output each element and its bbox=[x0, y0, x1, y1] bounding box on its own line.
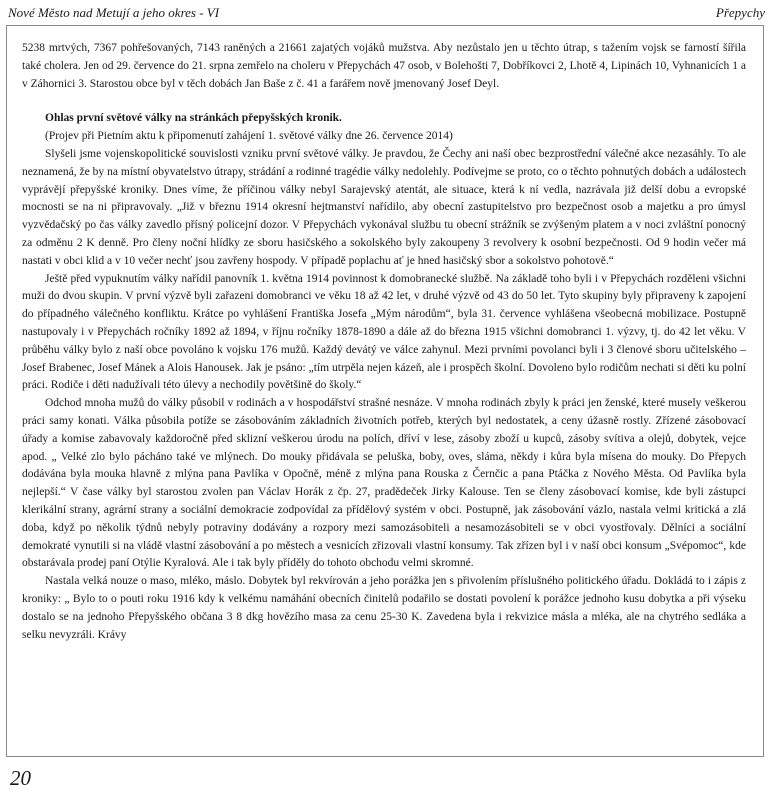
chapter-title: Přepychy bbox=[715, 5, 765, 20]
running-header bbox=[8, 5, 765, 25]
intro-paragraph: 5238 mrtvých, 7367 pohřešovaných, 7143 raněných a 21661 zajatých vojáků mužstva. Aby nezůstalo jen u těchto útrap, s tažením vojsk se farností šířila také cholera. Jen od 29. července do 21. srpna zemřelo na choleru v Přepychách 47 osob, v Bolehošti 7, Dobříkovci 2, Lhotě 4, Lipinách 10, Vyhnanicích 1 a v Záhornici 3. Starostou obce byl v těch dobách Jan Baše z č. 41 a farářem nově jmenovaný Josef Deyl. bbox=[22, 42, 746, 90]
paragraph-3: Odchod mnoha mužů do války působil v rodinách a v hospodářství strašné nesnáze. V mnoha rodinách zbyly k práci jen ženské, které musely veškerou práci samy konati. Válka působila potíže se zásobováním základních životních potřeb, kterých byl nedostatek, a ceny úžasně rostly. Zřízené zásobovací úřady a komise zabavovaly každoročně před sklizní veškerou úrodu na polích, dříví v lese, zásoby zboží u kupců, zásoby svítiva a olejů, dobytek, vejce apod. „ Velké zlo bylo pácháno také ve mlýnech. Do mouky přidávala se peluška, boby, oves, sláma, někdy i kůra byla mísena do mouky. Do Přepych dodávána byla mouka hlavně z mlýna pana Pavlíka v Opočně, méně z mlýna pana Rouska z Černčic a pana Ptáčka z Nového Města. Od Pavlíka byla nejlepší.“ V čase války byl starostou zvolen pan Václav Horák z čp. 27, pradědeček Jirky Kalouse. Ten se členy zásobovací komise, kde byli zástupci klerikální strany, agrární strany a sociální demokracie zodpovídal za přídělový systém v obci. Postupně, jak zásobování vázlo, nastala velmi kritická a zlá doba, když po několik týdnů nebyly potraviny dodávány a rozpory mezi samozásobiteli a nesamozásobiteli se v obci vyostřovaly. Dělníci a sociální demokraté vynutili si na vládě vlastní zásobování a po městech a vesnicích zřizovali vlastní konsumy. Tak zřízen byl i v naší obci konsum „Svépomoc“, kde obstarávala prodej paní Otýlie Kyralová. Ale i tak byly příděly do tohoto obchodu velmi skromné. bbox=[22, 397, 746, 570]
paragraph-4: Nastala velká nouze o maso, mléko, máslo. Dobytek byl rekvírován a jeho porážka jen s přivolením příslušného politického úřadu. Dokládá to i zápis z kroniky: „ Bylo to o pouti roku 1916 kdy k velkému namáhání obecních činitelů podařilo se dostati povolení k porážce jednoho kusu dobytka a při výseku dostalo se na jednoho Přepyšského občana 3 8 dkg hovězího masa za cenu 25-30 K. Zavedena byla i rekvizice másla a mléka, ale na chytrého sedláka a selku nevyzráli. Krávy bbox=[22, 575, 746, 641]
article-body bbox=[22, 40, 746, 644]
page-number: 20 bbox=[10, 766, 31, 790]
section-title: Ohlas první světové války na stránkách přepyšských kronik. bbox=[45, 112, 342, 125]
book-title: Nové Město nad Metují a jeho okres - VI bbox=[8, 5, 220, 20]
paragraph-2: Ještě před vypuknutím války nařídil panovník 1. května 1914 povinnost k domobranecké službě. Na základě toho byli i v Přepychách rozděleni všichni muži do dvou skupin. V první výzvě byli zařazeni domobranci ve věku 18 až 42 let, v druhé výzvě od 43 do 50 let. Tyto skupiny byly připraveny k zapojení do případného válečného konfliktu. Krátce po vyhlášení Františka Josefa „Mým národům“, byla 31. července vyhlášena všeobecná mobilizace. Postupně nastupovaly i v Přepychách ročníky 1892 až 1894, v říjnu ročníky 1878-1890 a dále až do března 1915 všichni domobranci 1. výzvy, tj. do 42 let věku. V průběhu války bylo z naší obce povoláno k vojsku 176 mužů. Každý devátý ve válce zahynul. Mezi prvními povolanci byli i 3 členové sboru učitelského – Josef Brabenec, Josef Mánek a Alois Hanousek. Jak je psáno: „tím utrpěla nejen kázeň, ale i prospěch školní. Dovoleno bylo rodičům nechati si děti ku polní práci. Rodiče i děti nadužívali této úlevy a nechodily povětšině do školy.“ bbox=[22, 272, 746, 392]
paragraph-1: Slyšeli jsme vojenskopolitické souvislosti vzniku první světové války. Je pravdou, že Čechy ani naší obec bezprostřední válečné akce nezasáhly. To ale neznamená, že by na místní obyvatelstvo útrapy, strádání a rodinné tragédie války nedolehly. Podívejme se proto, co o těchto pohnutých dobách a událostech vyprávějí přepyšské kroniky. Dnes víme, že příčinou války nebyl Sarajevský atentát, ale situace, která k ní vedla, nazrávala již delší dobu a evropské mocnosti se na ni připravovaly. „Již v březnu 1914 okresní hejtmanství nařídilo, aby obecní zastupitelstvo pro bezpečnost osob a majetku a pro úmysl vyzvědačský po čas války zavedlo přísný policejní dozor. V Přepychách vykonával službu tu obecní strážník se zvýšeným platem a v noci zvláštní ponocný za odměnu 2 K denně. Pro členy noční hlídky ze sboru hasičského a sokolského byly zakoupeny 3 revolvery k osobní bezpečnosti. Od 9 hodin večer má nastati v obci klid a v 10 večer nechť jsou zavřeny hospody. V případě poplachu ať je hned hasičský sbor a sokolstvo pohotově.“ bbox=[22, 147, 746, 267]
section-subtitle: (Projev při Pietním aktu k připomenutí zahájení 1. světové války dne 26. července 2014) bbox=[45, 130, 453, 143]
